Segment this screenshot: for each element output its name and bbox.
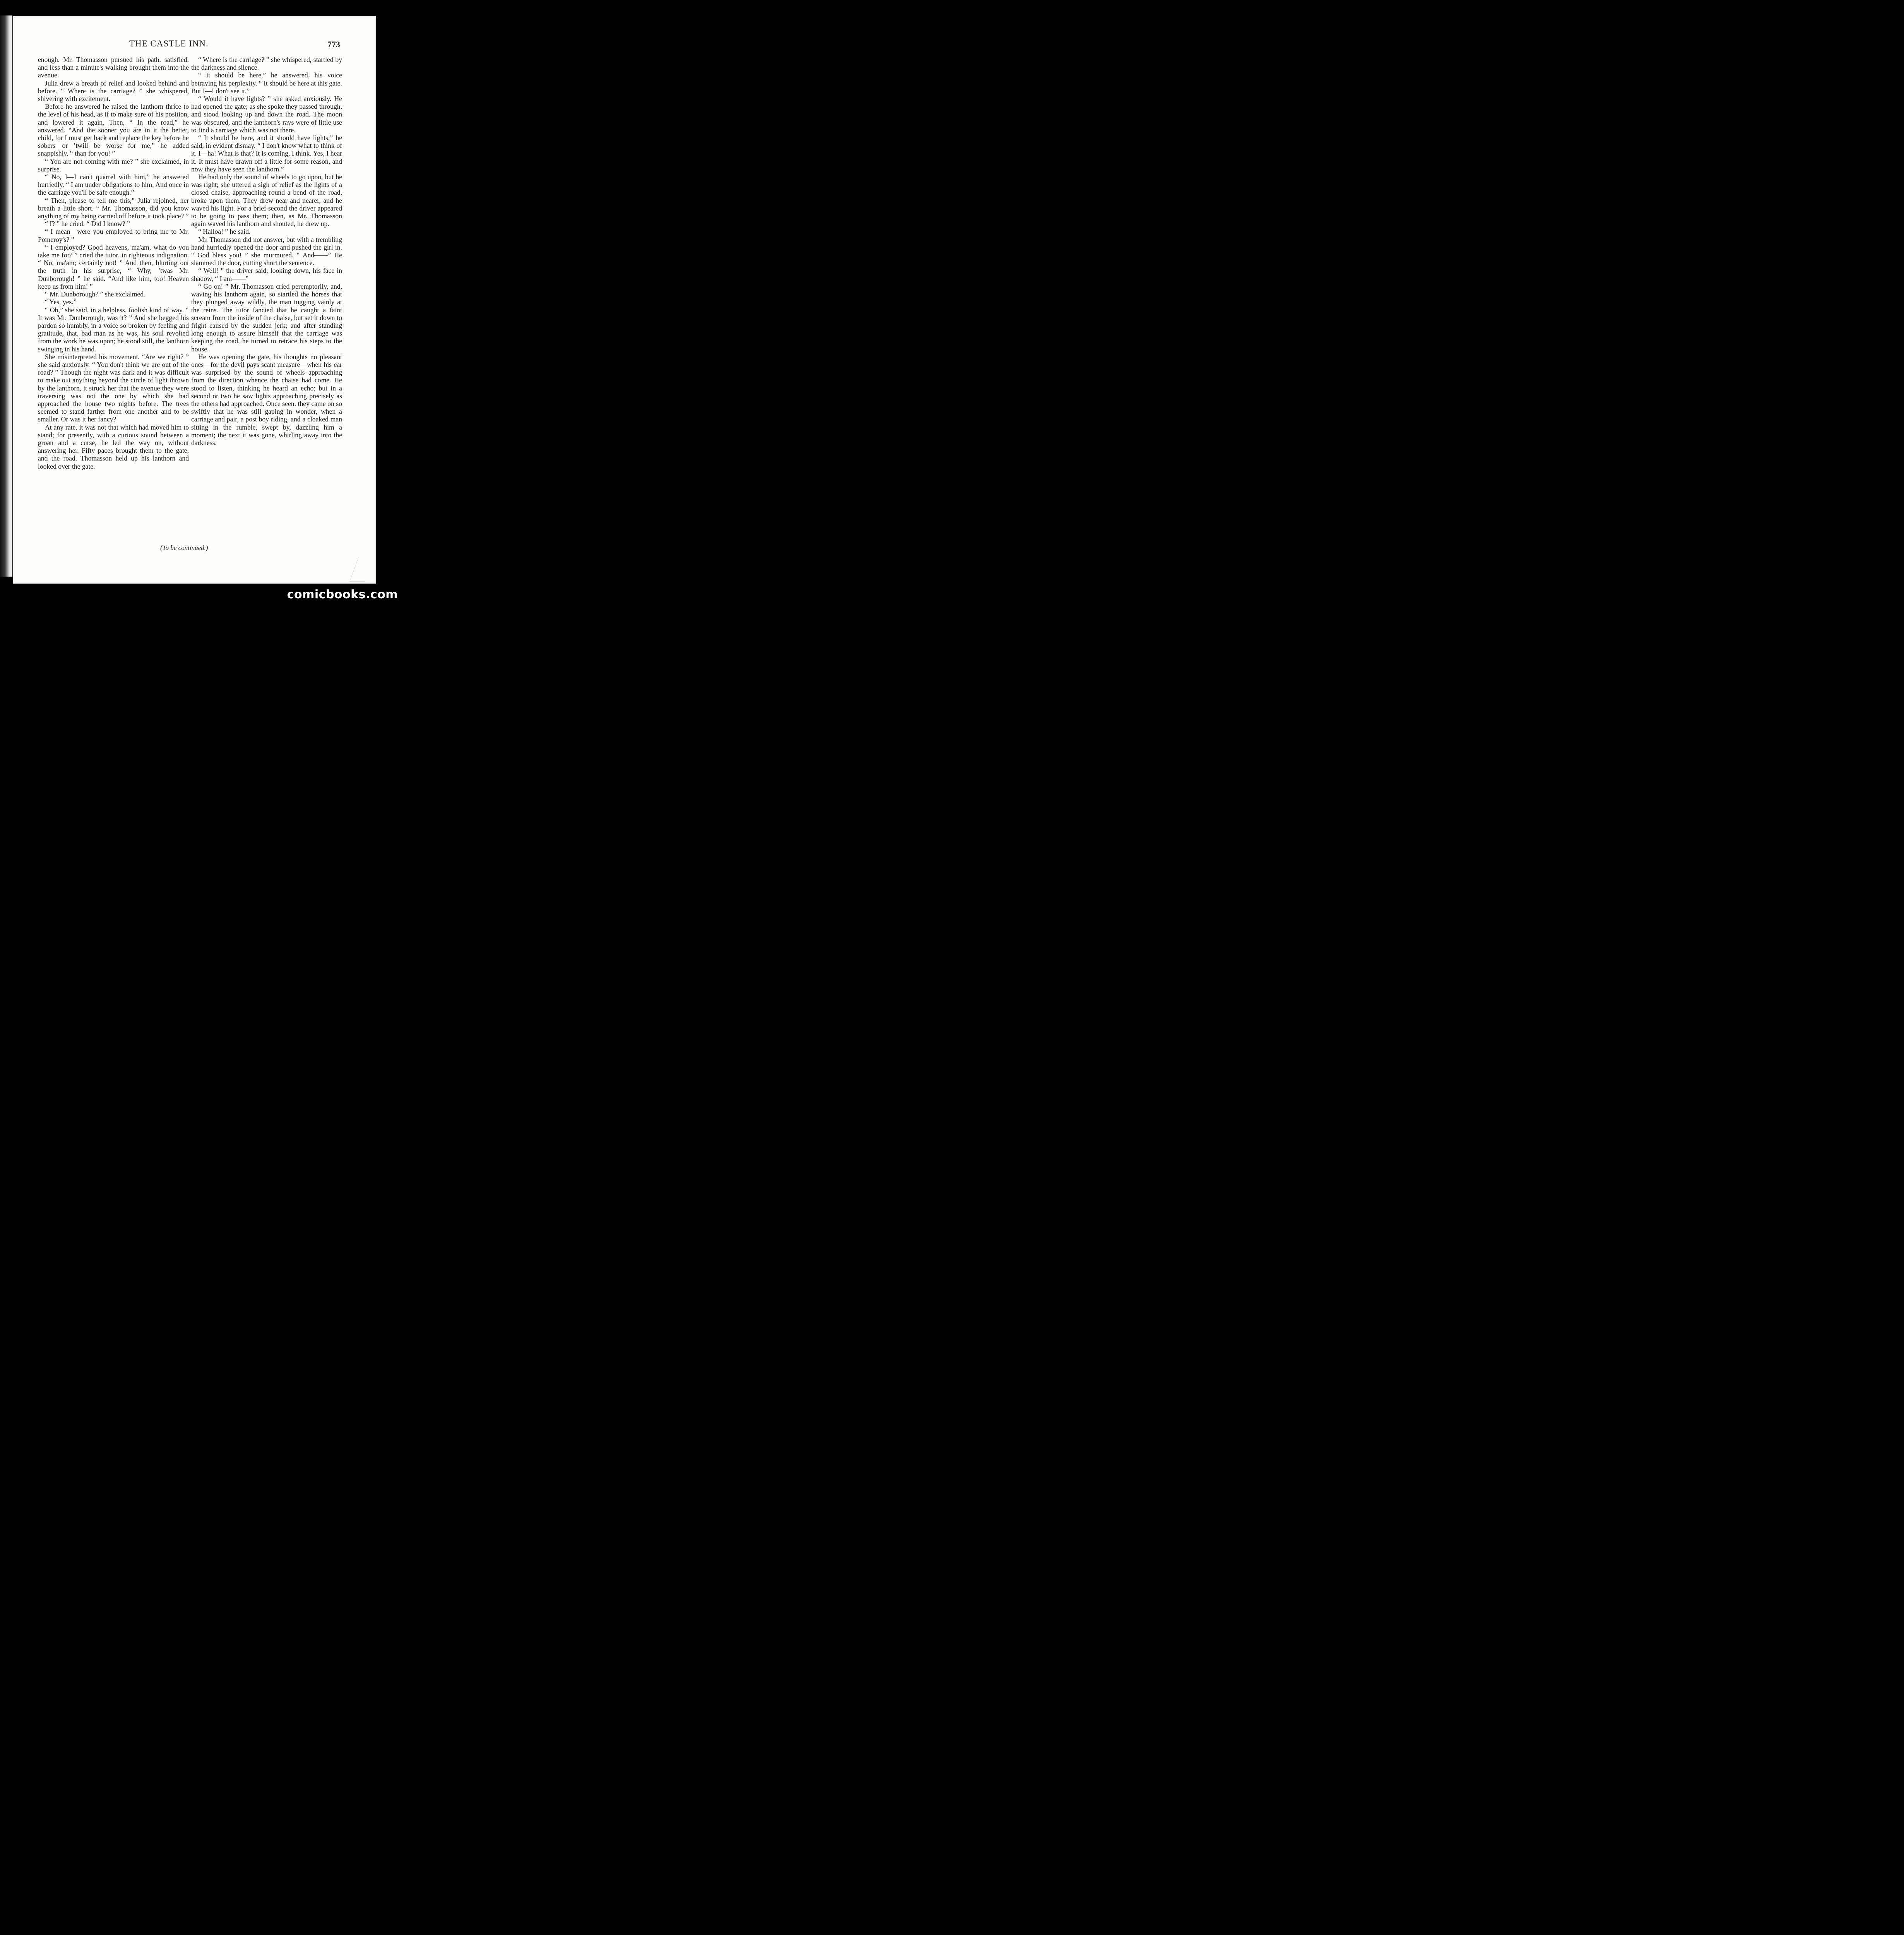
paragraph: enough. Mr. Thomasson pursued his path, satisfied, and less than a minute's walking brought them into the avenue. bbox=[38, 56, 189, 79]
paragraph: Before he answered he raised the lanthorn thrice to the level of his head, as if to make sure of his position, and lowered it again. Then, “ In the road,” he answered. “And the sooner you are in it the better, child, for I must get back and replace the key before he sobers—or ’twill be worse for me,” he added snappishly, “ than for you! ” bbox=[38, 103, 189, 158]
paragraph: “ It should be here, and it should have lights,” he said, in evident dismay. “ I don't know what to think of it. I—ha! What is that? It is coming, I think. Yes, I hear it. It must have drawn off a little for some reason, and now they have seen the lanthorn.” bbox=[191, 134, 342, 173]
paragraph: “ It should be here,” he answered, his voice betraying his perplexity. “ It should be here at this gate. But I—I don't see it.” bbox=[191, 71, 342, 95]
paragraph: “ Oh,” she said, in a helpless, foolish kind of way. “ It was Mr. Dunborough, was it? ” And she begged his pardon so humbly, in a voice so broken by feeling and gratitude, that, bad man as he was, his soul revolted from the work he was upon; he stood still, the lanthorn swinging in his hand. bbox=[38, 306, 189, 353]
paragraph: He was opening the gate, his thoughts no pleasant ones—for the devil pays scant measure—when his ear was surprised by the sound of wheels approaching from the direction whence the chaise had come. He stood to listen, thinking he heard an echo; but in a second or two he saw lights approaching precisely as the others had approached. Once seen, they came on so swiftly that he was still gaping in wonder, when a carriage and pair, a post boy riding, and a cloaked man sitting in the rumble, swept by, dazzling him a moment; the next it was gone, whirling away into the darkness. bbox=[191, 353, 342, 447]
paragraph: “ Mr. Dunborough? ” she exclaimed. bbox=[45, 290, 146, 298]
page-corner-crease bbox=[349, 558, 374, 582]
paragraph: At any rate, it was not that which had moved him to stand; for presently, with a curious sound between a groan and a curse, he led the way on, without answering her. Fifty paces brought them to the gate, and the road. Thomasson held up his lanthorn and looked over the gate. bbox=[38, 423, 189, 470]
paragraph: “ I employed? Good heavens, ma'am, what do you take me for? ” cried the tutor, in righteous indignation. “ No, ma'am; certainly not! ” And then, blurting out the truth in his surprise, “ Why, ’twas Mr. Dunborough! ” he said. “And like him, too! Heaven keep us from him! ” bbox=[38, 243, 189, 290]
paragraph: “ No, I—I can't quarrel with him,” he answered hurriedly. “ I am under obligations to him. And once in the carriage you'll be safe enough.” bbox=[38, 173, 189, 197]
paragraph: “ Halloa! ” he said. bbox=[198, 228, 251, 236]
paragraph: Mr. Thomasson did not answer, but with a trembling hand hurriedly opened the door and pushed the girl in. “ God bless you! ” she murmured. “ And——” He slammed the door, cutting short the sentence. bbox=[191, 235, 342, 267]
paragraph: Julia drew a breath of relief and looked behind and before. “ Where is the carriage? ” she whispered, shivering with excitement. bbox=[38, 79, 189, 103]
paragraph: “ Go on! ” Mr. Thomasson cried peremptorily, and, waving his lanthorn again, so startled the horses that they plunged away wildly, the man tugging vainly at the reins. The tutor fancied that he caught a faint scream from the inside of the chaise, but set it down to fright caused by the sudden jerk; and after standing long enough to assure himself that the carriage was keeping the road, he turned to retrace his steps to the house. bbox=[191, 282, 342, 353]
paragraph: “ Yes, yes.” bbox=[45, 298, 77, 306]
paragraph: “ Well! ” the driver said, looking down, his face in shadow, “ I am——” bbox=[191, 267, 342, 283]
paragraph: “ I mean—were you employed to bring me to Mr. Pomeroy's? ” bbox=[38, 228, 189, 243]
paragraph: “ Then, please to tell me this,” Julia rejoined, her breath a little short. “ Mr. Thomasson, did you know anything of my being carried off before it took place? ” bbox=[38, 196, 189, 220]
right-column bbox=[191, 56, 342, 447]
watermark-logo: comicbooks.com bbox=[287, 588, 398, 601]
running-head: THE CASTLE INN. bbox=[129, 39, 209, 48]
adjacent-page-edge bbox=[0, 15, 12, 577]
paragraph: She misinterpreted his movement. “Are we right? ” she said anxiously. “ You don't think we are out of the road? ” Though the night was dark and it was difficult to make out anything beyond the circle of light thrown by the lanthorn, it struck her that the avenue they were traversing was not the one by which she had approached the house two nights before. The trees seemed to stand farther from one another and to be smaller. Or was it her fancy? bbox=[38, 353, 189, 423]
left-column bbox=[38, 56, 189, 470]
paragraph: He had only the sound of wheels to go upon, but he was right; she uttered a sigh of relief as the lights of a closed chaise, approaching round a bend of the road, broke upon them. They drew near and nearer, and he waved his light. For a brief second the driver appeared to be going to pass them; then, as Mr. Thomasson again waved his lanthorn and shouted, he drew up. bbox=[191, 173, 342, 228]
page-header bbox=[13, 36, 376, 52]
paragraph: “ I? ” he cried. “ Did I know? ” bbox=[45, 220, 130, 228]
page-number: 773 bbox=[327, 39, 340, 49]
paragraph: “ Would it have lights? ” she asked anxiously. He had opened the gate; as she spoke they passed through, and stood looking up and down the road. The moon was obscured, and the lanthorn's rays were of little use to find a carriage which was not there. bbox=[191, 95, 342, 134]
paragraph: “ Where is the carriage? ” she whispered, startled by the darkness and silence. bbox=[191, 56, 342, 72]
paragraph: “ You are not coming with me? ” she exclaimed, in surprise. bbox=[38, 157, 189, 173]
book-page bbox=[13, 16, 376, 584]
to-be-continued: (To be continued.) bbox=[160, 544, 208, 551]
